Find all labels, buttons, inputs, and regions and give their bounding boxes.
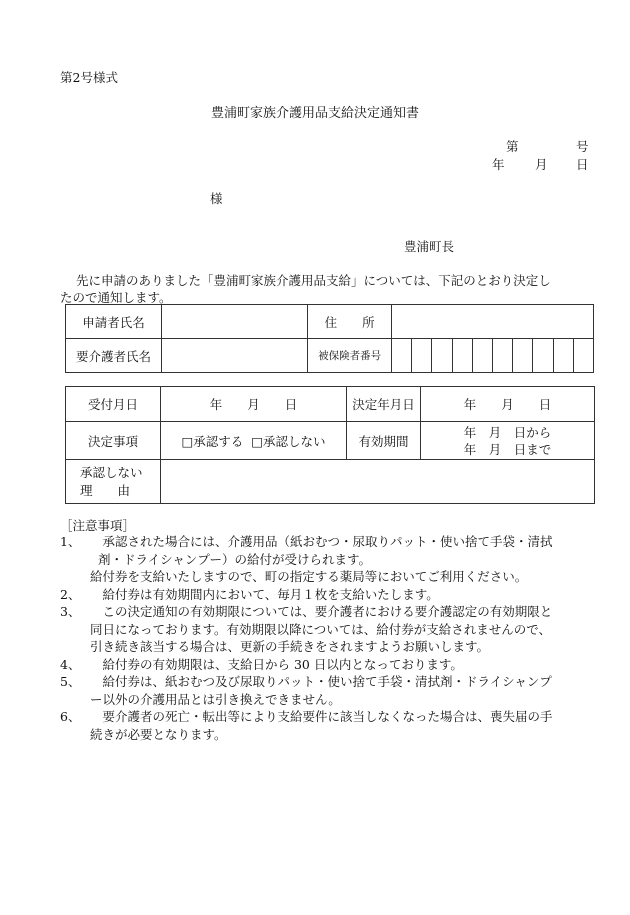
- applicant-table: [65, 304, 594, 373]
- recipient-suffix: 様: [210, 191, 223, 206]
- note-item: [60, 708, 600, 743]
- insured-number-digit[interactable]: [452, 339, 472, 373]
- note-line: 続きが必要となります。: [90, 726, 227, 742]
- date-year-label: 年: [492, 157, 505, 172]
- insured-number-digit[interactable]: [472, 339, 492, 373]
- insured-number-digit[interactable]: [513, 339, 533, 373]
- insured-number-digit[interactable]: [553, 339, 573, 373]
- insured-number-digit[interactable]: [492, 339, 512, 373]
- issuer-name: 豊浦町長: [404, 239, 455, 254]
- insured-number-label: 被保険者番号: [308, 339, 392, 373]
- decision-date-field[interactable]: 年 月 日: [421, 387, 595, 422]
- note-line: 引き続き該当する場合は、更新の手続きをされますようお願いします。: [90, 639, 490, 654]
- date-month-label: 月: [535, 157, 548, 172]
- note-line: この決定通知の有効期限については、要介護者における要介護認定の有効期限と: [90, 604, 553, 619]
- insured-number-digit[interactable]: [412, 339, 432, 373]
- validity-period-label: 有効期間: [347, 422, 421, 460]
- note-number: 5、: [60, 674, 81, 689]
- approve-checkbox[interactable]: □承認する: [181, 433, 244, 449]
- insured-number-digit[interactable]: [533, 339, 553, 373]
- form-number: 第2号様式: [60, 70, 118, 85]
- insured-number-digit[interactable]: [573, 339, 593, 373]
- address-field[interactable]: [392, 305, 594, 339]
- insured-number-digit[interactable]: [392, 339, 412, 373]
- intro-text-line2: たので通知します。: [60, 290, 172, 305]
- decision-options: [161, 422, 347, 460]
- note-item: [60, 533, 600, 586]
- note-line: 承認された場合には、介護用品（紙おむつ・尿取りパット・使い捨て手袋・清拭: [90, 534, 553, 549]
- decision-date-label: 決定年月日: [347, 387, 421, 422]
- note-line: 給付券の有効期限は、支給日から 30 日以内となっております。: [90, 657, 463, 672]
- note-item: [60, 673, 600, 708]
- note-line: 給付券は、紙おむつ及び尿取りパット・使い捨て手袋・清拭剤・ドライシャンプ: [90, 674, 552, 689]
- insured-number-digit[interactable]: [432, 339, 452, 373]
- note-item: [60, 603, 600, 656]
- note-item: [60, 656, 600, 674]
- reject-checkbox[interactable]: □承認しない: [251, 433, 326, 449]
- note-line: 同日になっております。有効期限以降については、給付券が支給されませんので、: [90, 621, 552, 637]
- note-line: 給付券は有効期間内において、毎月１枚を支給いたします。: [90, 587, 439, 602]
- validity-to: 年 月 日まで: [463, 441, 552, 457]
- note-line: 給付券を支給いたしますので、町の指定する薬局等においてご利用ください。: [90, 569, 528, 584]
- rejection-reason-label-line2: 理 由: [80, 482, 131, 498]
- document-title: 豊浦町家族介護用品支給決定通知書: [210, 106, 419, 121]
- note-line: 要介護者の死亡・転出等により支給要件に該当しなくなった場合は、喪失届の手: [90, 709, 553, 724]
- note-number: 6、: [60, 709, 81, 724]
- note-line: 剤・ドライシャンプー）の給付が受けられます。: [98, 551, 372, 567]
- applicant-name-label: 申請者氏名: [66, 305, 162, 339]
- decision-label: 決定事項: [66, 422, 161, 460]
- intro-text-line1: 先に申請のありました「豊浦町家族介護用品支給」については、下記のとおり決定し: [76, 273, 551, 288]
- applicant-name-field[interactable]: [161, 305, 307, 339]
- date-day-label: 日: [576, 157, 589, 172]
- notes-heading: ［注意事項］: [60, 518, 136, 533]
- note-number: 3、: [60, 604, 81, 619]
- note-item: [60, 586, 600, 604]
- address-label: 住 所: [308, 305, 392, 339]
- note-number: 2、: [60, 587, 81, 602]
- note-number: 4、: [60, 657, 81, 672]
- validity-from: 年 月 日から: [463, 424, 552, 440]
- care-recipient-name-field[interactable]: [161, 339, 307, 373]
- received-date-label: 受付月日: [66, 387, 161, 422]
- rejection-reason-label-line1: 承認しない: [80, 464, 143, 480]
- care-recipient-name-label: 要介護者氏名: [66, 339, 162, 373]
- received-date-field[interactable]: 年 月 日: [161, 387, 347, 422]
- rejection-reason-label: [66, 460, 161, 504]
- note-number: 1、: [60, 534, 81, 549]
- decision-table: [65, 386, 595, 504]
- ref-number-suffix: 号: [576, 139, 589, 154]
- ref-number-prefix: 第: [506, 139, 519, 154]
- note-line: ー以外の介護用品とは引き換えできません。: [90, 691, 341, 707]
- validity-period-field[interactable]: [421, 422, 595, 460]
- rejection-reason-field[interactable]: [161, 460, 595, 504]
